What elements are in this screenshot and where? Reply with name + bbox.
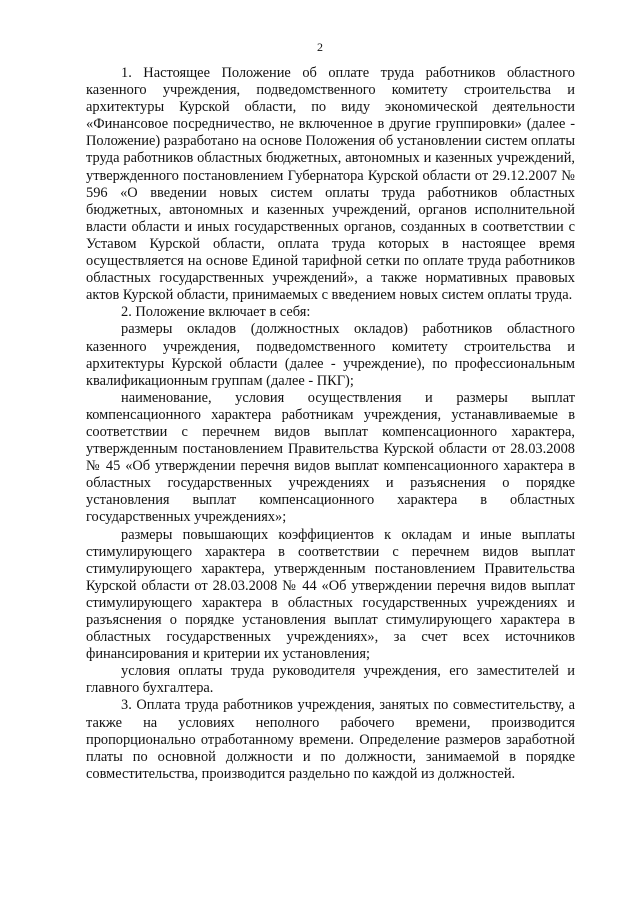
paragraph-3: размеры окладов (должностных окладов) работников областного казенного учреждения, подведомственного комитету строительства и архитектуры Курской области (далее - учреждение), по профессиональным квалификационным группам (далее - ПКГ); (86, 321, 575, 389)
paragraph-2: 2. Положение включает в себя: (121, 304, 311, 321)
paragraph-6: условия оплаты труда руководителя учреждения, его заместителей и главного бухгалтера. (86, 663, 575, 697)
paragraph-1: 1. Настоящее Положение об оплате труда работников областного казенного учреждения, подведомственного комитету строительства и архитектуры Курской области, по виду экономической деятельности «Финансовое посредничество, не включенное в другие группировки» (далее - Положение) разработано на основе Положения об установлении систем оплаты труда работников областных бюджетных, автономных и казенных учреждений, утвержденного постановлением Губернатора Курской области от 29.12.2007 № 596 «О введении новых систем оплаты труда работников областных бюджетных, автономных и казенных учреждений, органов исполнительной власти области и иных государственных органов, созданных в соответствии с Уставом Курской области, оплата труда которых в настоящее время осуществляется на основе Единой тарифной сетки по оплате труда работников областных государственных учреждений», а также нормативных правовых актов Курской области, принимаемых с введением новых систем оплаты труда. (86, 65, 575, 304)
paragraph-4: наименование, условия осуществления и размеры выплат компенсационного характера работникам учреждения, устанавливаемые в соответствии с перечнем видов выплат компенсационного характера, утвержденным постановлением Правительства Курской области от 28.03.2008 № 45 «Об утверждении перечня видов выплат компенсационного характера в областных государственных учреждениях и разъяснения о порядке установления выплат компенсационного характера в областных государственных учреждениях»; (86, 389, 575, 526)
paragraph-7: 3. Оплата труда работников учреждения, занятых по совместительству, а также на условиях неполного рабочего времени, производится пропорционально отработанному времени. Определение размеров заработной платы по основной должности и по должности, занимаемой в порядке совместительства, производится раздельно по каждой из должностей. (86, 697, 575, 782)
document-body (86, 65, 575, 783)
page-number: 2 (317, 40, 323, 54)
paragraph-5: размеры повышающих коэффициентов к окладам и иные выплаты стимулирующего характера в соответствии с перечнем видов выплат стимулирующего характера, утвержденным постановлением Правительства Курской области от 28.03.2008 № 44 «Об утверждении перечня видов выплат стимулирующего характера в областных государственных учреждениях и разъяснения о порядке установления выплат стимулирующего характера в областных государственных учреждениях», за счет всех источников финансирования и критерии их установления; (86, 526, 575, 663)
